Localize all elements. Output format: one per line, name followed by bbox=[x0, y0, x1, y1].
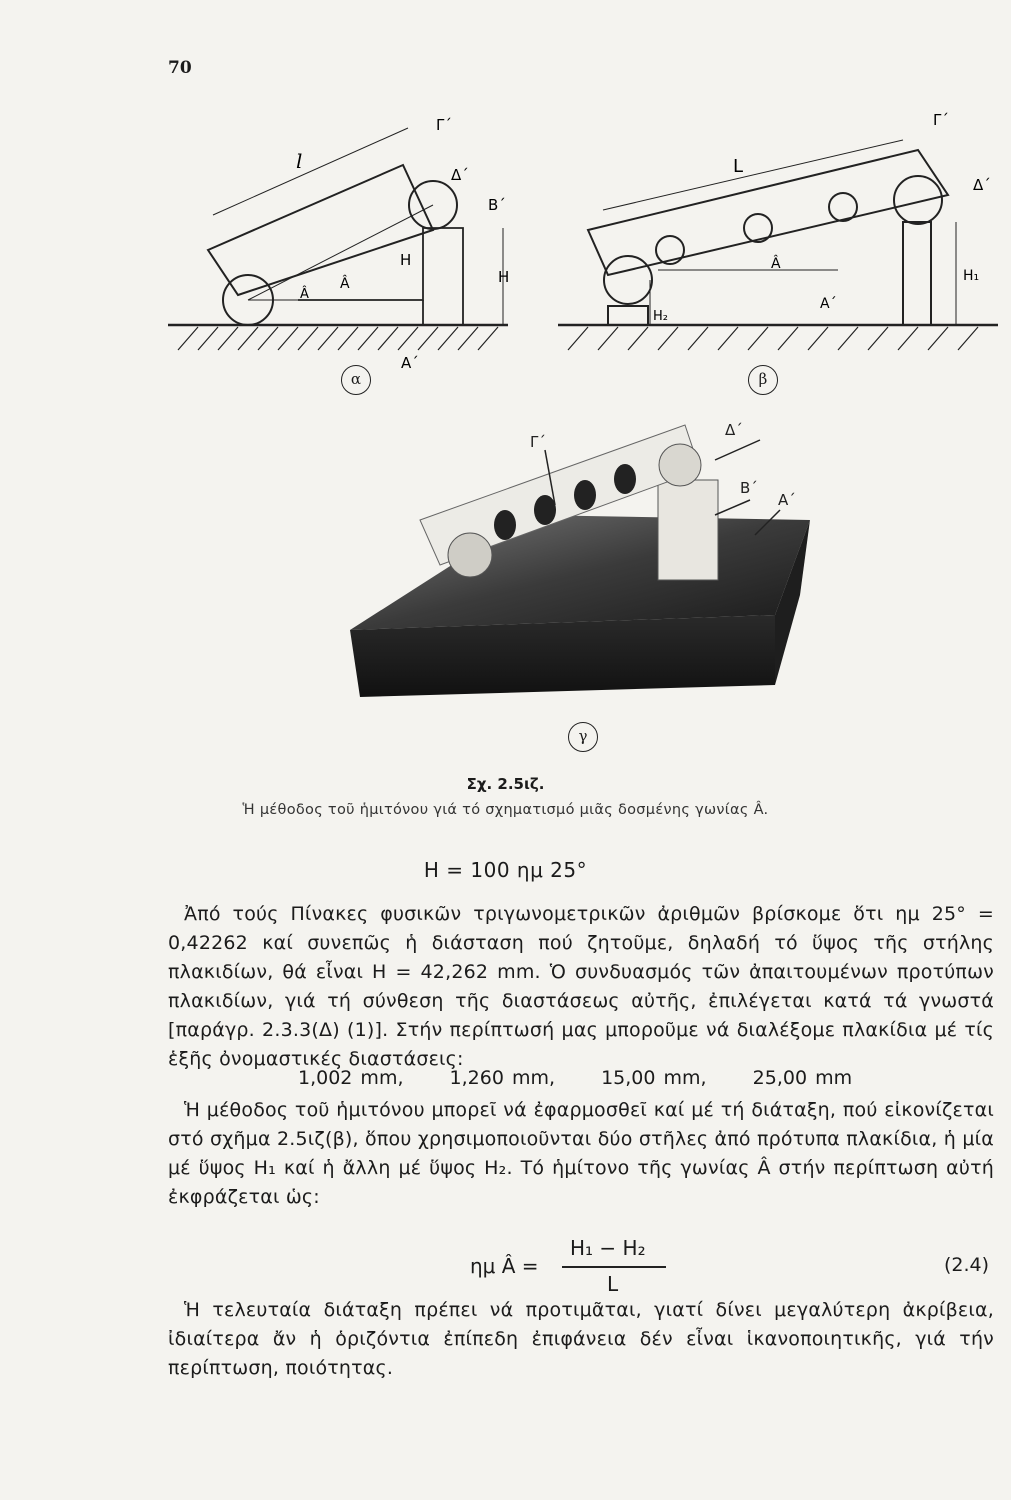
equation-number: (2.4) bbox=[944, 1254, 990, 1276]
value-1: 1,002 mm, bbox=[298, 1067, 404, 1089]
figure-c-photo bbox=[330, 405, 830, 725]
fig-a-h-inner-label: H bbox=[400, 251, 412, 269]
formula-lhs: ημ Â = bbox=[470, 1254, 539, 1278]
value-4: 25,00 mm bbox=[752, 1067, 853, 1089]
figure-a-label: α bbox=[341, 365, 371, 395]
fig-a-alpha-prime-label: Α΄ bbox=[401, 354, 419, 372]
figure-b-diagram bbox=[558, 110, 998, 370]
value-2: 1,260 mm, bbox=[449, 1067, 556, 1089]
centered-equation: H = 100 ημ 25° bbox=[423, 858, 588, 882]
fig-c-beta-label: Β΄ bbox=[740, 479, 758, 497]
value-3: 15,00 mm, bbox=[601, 1067, 707, 1089]
paragraph-2-block bbox=[168, 1096, 994, 1212]
formula-denominator: L bbox=[607, 1272, 619, 1296]
fig-c-alpha-label: Α΄ bbox=[778, 491, 796, 509]
fig-a-l-label: l bbox=[296, 149, 303, 173]
figure-b-label: β bbox=[748, 365, 778, 395]
figure-c-label: γ bbox=[568, 722, 598, 752]
fig-c-delta-label: Δ΄ bbox=[725, 421, 743, 439]
fig-b-alpha-prime-label: Α΄ bbox=[820, 296, 837, 312]
paragraph-2: Ἡ μέθοδος τοῦ ἡμιτόνου μπορεῖ νά ἐφαρμοσθεῖ καί μέ τή διάταξη, πού εἰκονίζεται στό σχῆμα 2.5ιζ(β), ὅπου χρησιμοποιοῦνται δύο στῆλες ἀπό πρότυπα πλακίδια, ἡ μία μέ ὕψος H₁ καί ἡ ἄλλη μέ ὕψος H₂. Τό ἡμίτονο τῆς γωνίας Â στήν περίπτωση αὐτή ἐκφράζεται ὡς: bbox=[168, 1099, 994, 1208]
fig-b-gamma-label: Γ΄ bbox=[933, 111, 949, 129]
fig-b-h1-label: H₁ bbox=[963, 268, 980, 284]
paragraph-3: Ἡ τελευταία διάταξη πρέπει νά προτιμᾶται, γιατί δίνει μεγαλύτερη ἀκρίβεια, ἰδιαίτερα ἄν ἡ ὁριζόντια ἐπίπεδη ἐπιφάνεια δέν εἶναι ἱκανοποιητικῆς, γιά τήν περίπτωση, ποιότητας. bbox=[168, 1299, 994, 1379]
fig-b-delta-label: Δ΄ bbox=[973, 176, 991, 194]
formula-numerator: H₁ − H₂ bbox=[570, 1236, 646, 1260]
paragraph-3-block bbox=[168, 1296, 994, 1383]
fig-a-h-side-label: H bbox=[498, 268, 510, 286]
fig-b-h2-label: H₂ bbox=[653, 309, 668, 324]
page-number: 70 bbox=[168, 58, 192, 78]
fig-b-l-label: L bbox=[733, 156, 744, 177]
paragraph-1: Ἀπό τούς Πίνακες φυσικῶν τριγωνομετρικῶν ἀριθμῶν βρίσκομε ὅτι ημ 25° = 0,42262 καί συνεπῶς ἡ διάσταση πού ζητοῦμε, δηλαδή τό ὕψος τῆς στήλης πλακιδίων, θά εἶναι H = 42,262 mm. Ὁ συνδυασμός τῶν ἀπαιτουμένων προτύπων πλακιδίων, γιά τή σύνθεση τῆς διαστάσεως αὐτῆς, ἐπιλέγεται κατά τά γνωστά [παράγρ. 2.3.3(Δ) (1)]. Στήν περίπτωσή μας μποροῦμε νά διαλέξομε πλακίδια μέ τίς ἑξῆς ὀνομαστικές διαστάσεις: bbox=[168, 903, 994, 1070]
figure-a-diagram bbox=[168, 110, 508, 370]
paragraph-1-block bbox=[168, 900, 994, 1074]
fig-a-beta-label: Β΄ bbox=[488, 196, 506, 214]
fig-b-angle-label: Â bbox=[771, 256, 781, 272]
fig-c-gamma-label: Γ΄ bbox=[530, 433, 546, 451]
formula-fraction-bar bbox=[562, 1266, 666, 1268]
figure-caption-text: Ἡ μέθοδος τοῦ ἡμιτόνου γιά τό σχηματισμό μιᾶς δοσμένης γωνίας Â. bbox=[242, 802, 769, 818]
figure-caption-title: Σχ. 2.5ιζ. bbox=[466, 775, 545, 793]
fig-a-delta-label: Δ΄ bbox=[451, 166, 469, 184]
fig-a-gamma-label: Γ΄ bbox=[436, 116, 452, 134]
values-row bbox=[298, 1067, 890, 1089]
fig-a-angle2-label: Â bbox=[340, 276, 350, 292]
fig-a-angle1-label: Â bbox=[300, 287, 309, 302]
